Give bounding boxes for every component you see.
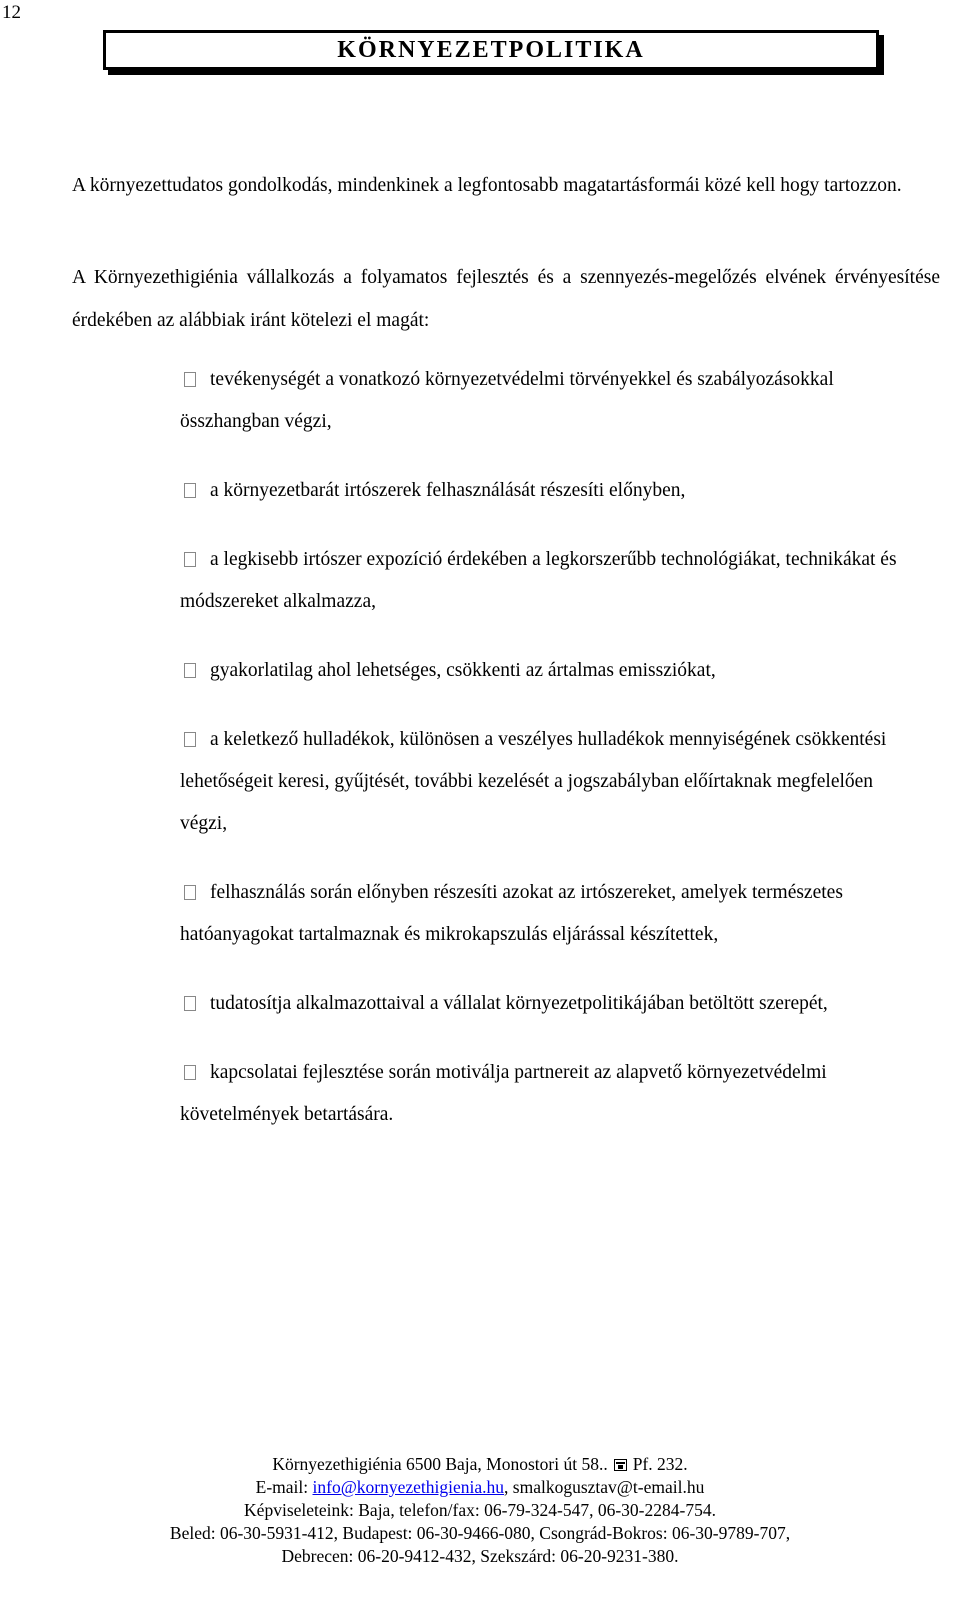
bullet-text: a keletkező hulladékok, különösen a veszélyes hulladékok mennyiségének csökkentési lehetőségeit keresi, gyűjtését, további kezelését a jogszabályban előírtaknak megfelelően végzi, xyxy=(180,729,887,834)
footer-email-rest: , smalkogusztav@t-email.hu xyxy=(504,1477,705,1497)
bullet-text: felhasználás során előnyben részesíti azokat az irtószereket, amelyek természetes hatóanyagokat tartalmaznak és mikrokapszulás eljárással készítettek, xyxy=(180,882,843,945)
bullet-box-icon xyxy=(184,663,196,678)
intro-paragraph: A környezettudatos gondolkodás, mindenkinek a legfontosabb magatartásformái közé kell hogy tartozzon. xyxy=(72,175,902,196)
commitment-paragraph: A Környezethigiénia vállalkozás a folyamatos fejlesztés és a szennyezés-megelőzés elvének érvényesítése érdekében az alábbiak iránt kötelezi el magát: xyxy=(72,267,940,331)
bullet-box-icon xyxy=(184,885,196,900)
footer-po-box: Pf. 232. xyxy=(632,1454,688,1474)
bullet-text: gyakorlatilag ahol lehetséges, csökkenti az ártalmas emissziókat, xyxy=(210,660,716,681)
footer-offices-line-2: Beled: 06-30-5931-412, Budapest: 06-30-9466-080, Csongrád-Bokros: 06-30-9789-707, xyxy=(169,1523,791,1543)
footer-address-line xyxy=(0,1453,960,1476)
bullet-box-icon xyxy=(184,996,196,1011)
policy-bullet-list xyxy=(180,359,900,1136)
bullet-box-icon xyxy=(184,1065,196,1080)
bullet-box-icon xyxy=(184,483,196,498)
policy-bullet xyxy=(180,983,900,1025)
footer-email-line xyxy=(0,1476,960,1499)
footer xyxy=(0,1453,960,1568)
bullet-spacer xyxy=(180,845,900,872)
policy-bullet xyxy=(180,872,900,956)
footer-email-label: E-mail: xyxy=(255,1477,309,1497)
bullet-text: tudatosítja alkalmazottaival a vállalat környezetpolitikájában betöltött szerepét, xyxy=(210,993,828,1014)
page-title: KÖRNYEZETPOLITIKA xyxy=(337,36,645,63)
policy-bullet xyxy=(180,539,900,623)
email-link[interactable]: info@kornyezethigienia.hu xyxy=(312,1477,505,1497)
fax-icon xyxy=(614,1459,627,1471)
bullet-spacer xyxy=(180,623,900,650)
policy-bullet xyxy=(180,719,900,845)
title-box xyxy=(103,30,879,70)
page-number: 12 xyxy=(2,2,21,23)
bullet-spacer xyxy=(180,443,900,470)
bullet-text: a környezetbarát irtószerek felhasználását részesíti előnyben, xyxy=(210,480,686,501)
bullet-text: a legkisebb irtószer expozíció érdekében a legkorszerűbb technológiákat, technikákat és módszereket alkalmazza, xyxy=(180,549,897,612)
bullet-spacer xyxy=(180,1025,900,1052)
footer-offices-line-1: Képviseleteink: Baja, telefon/fax: 06-79-324-547, 06-30-2284-754. xyxy=(244,1500,716,1520)
bullet-spacer xyxy=(180,692,900,719)
footer-offices-line-3: Debrecen: 06-20-9412-432, Szekszárd: 06-20-9231-380. xyxy=(281,1546,679,1566)
policy-bullet xyxy=(180,359,900,443)
bullet-text: kapcsolatai fejlesztése során motiválja partnereit az alapvető környezetvédelmi követelmények betartására. xyxy=(180,1062,827,1125)
bullet-spacer xyxy=(180,512,900,539)
bullet-box-icon xyxy=(184,552,196,567)
bullet-spacer xyxy=(180,956,900,983)
policy-bullet xyxy=(180,470,900,512)
bullet-box-icon xyxy=(184,732,196,747)
policy-bullet xyxy=(180,650,900,692)
footer-address: Környezethigiénia 6500 Baja, Monostori út 58.. xyxy=(272,1454,608,1474)
bullet-text: tevékenységét a vonatkozó környezetvédelmi törvényekkel és szabályozásokkal összhangban végzi, xyxy=(180,369,834,432)
policy-bullet xyxy=(180,1052,900,1136)
bullet-box-icon xyxy=(184,372,196,387)
